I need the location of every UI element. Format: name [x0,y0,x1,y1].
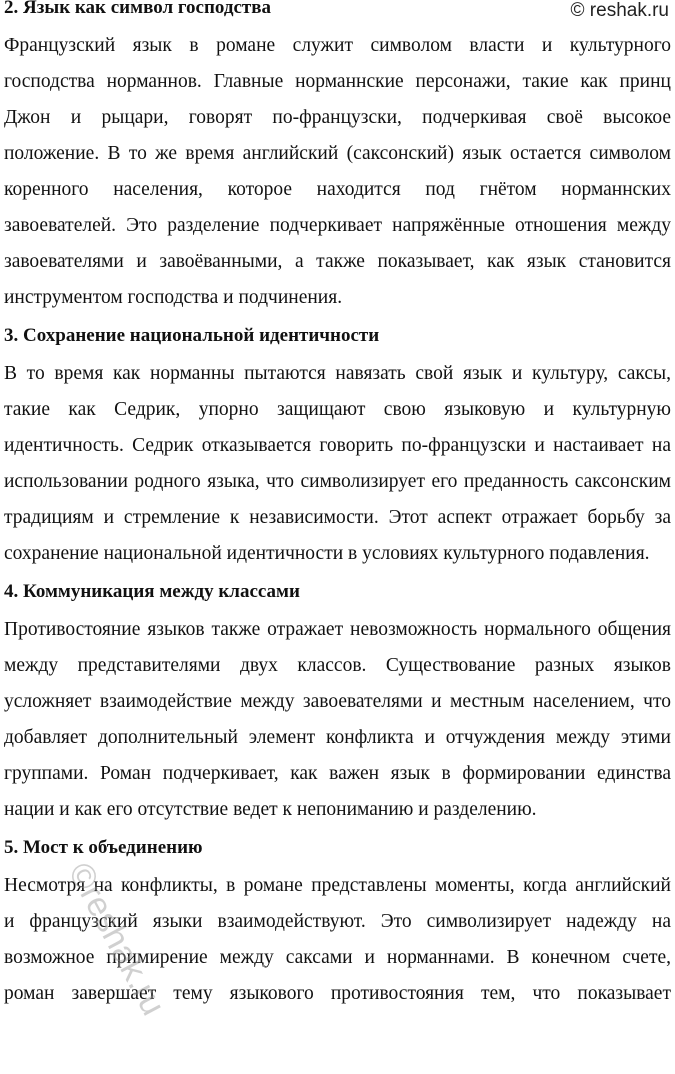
text-line: такие как Седрик, упорно защищают свою языковую и культурную [4,399,671,420]
text-line: Несмотря на конфликты, в романе представлены моменты, когда английский [4,875,671,896]
text-line: использовании родного языка, что символизирует его преданность саксонским [4,471,671,492]
text-line: коренного населения, которое находится под гнётом норманнских [4,179,671,200]
text-line: положение. В то же время английский (саксонский) язык остается символом [4,143,671,164]
paragraph [4,28,671,316]
section [4,828,671,1012]
watermark: © reshak.ru [570,0,669,21]
text-line: сохранение национальной идентичности в условиях культурного подавления. [4,543,650,564]
text-line: возможное примирение между саксами и норманнами. В конечном счете, [4,947,671,968]
text-line: В то время как норманны пытаются навязать свой язык и культуру, саксы, [4,363,671,384]
paragraph [4,356,671,572]
section-heading: 5. Мост к объединению [4,837,203,858]
section [4,572,671,828]
text-line: идентичность. Седрик отказывается говорить по-французски и настаивает на [4,435,671,456]
document-body [4,0,671,1012]
text-line: завоевателей. Это разделение подчеркивает напряжённые отношения между [4,215,671,236]
text-line: Джон и рыцари, говорят по-французски, подчеркивая своё высокое [4,107,671,128]
text-line: группами. Роман подчеркивает, как важен язык в формировании единства [4,763,671,784]
text-line: Французский язык в романе служит символом власти и культурного [4,35,671,56]
text-line: между представителями двух классов. Существование разных языков [4,655,671,676]
section-heading: 3. Сохранение национальной идентичности [4,325,380,346]
paragraph [4,868,671,1012]
section [4,0,671,316]
section-heading: 2. Язык как символ господства [4,0,271,18]
paragraph [4,612,671,828]
text-line: господства норманнов. Главные норманнские персонажи, такие как принц [4,71,671,92]
section [4,316,671,572]
text-line: инструментом господства и подчинения. [4,287,343,308]
text-line: роман завершает тему языкового противостояния тем, что показывает [4,983,671,1004]
text-line: завоевателями и завоёванными, а также показывает, как язык становится [4,251,671,272]
section-heading: 4. Коммуникация между классами [4,581,300,602]
text-line: усложняет взаимодействие между завоевателями и местным населением, что [4,691,671,712]
watermark-diagonal: ©reshak.ru [60,856,173,1022]
text-line: Противостояние языков также отражает невозможность нормального общения [4,619,671,640]
text-line: нации и как его отсутствие ведет к непониманию и разделению. [4,799,537,820]
text-line: традициям и стремление к независимости. Этот аспект отражает борьбу за [4,507,671,528]
text-line: и французский языки взаимодействуют. Это символизирует надежду на [4,911,671,932]
text-line: добавляет дополнительный элемент конфликта и отчуждения между этими [4,727,671,748]
